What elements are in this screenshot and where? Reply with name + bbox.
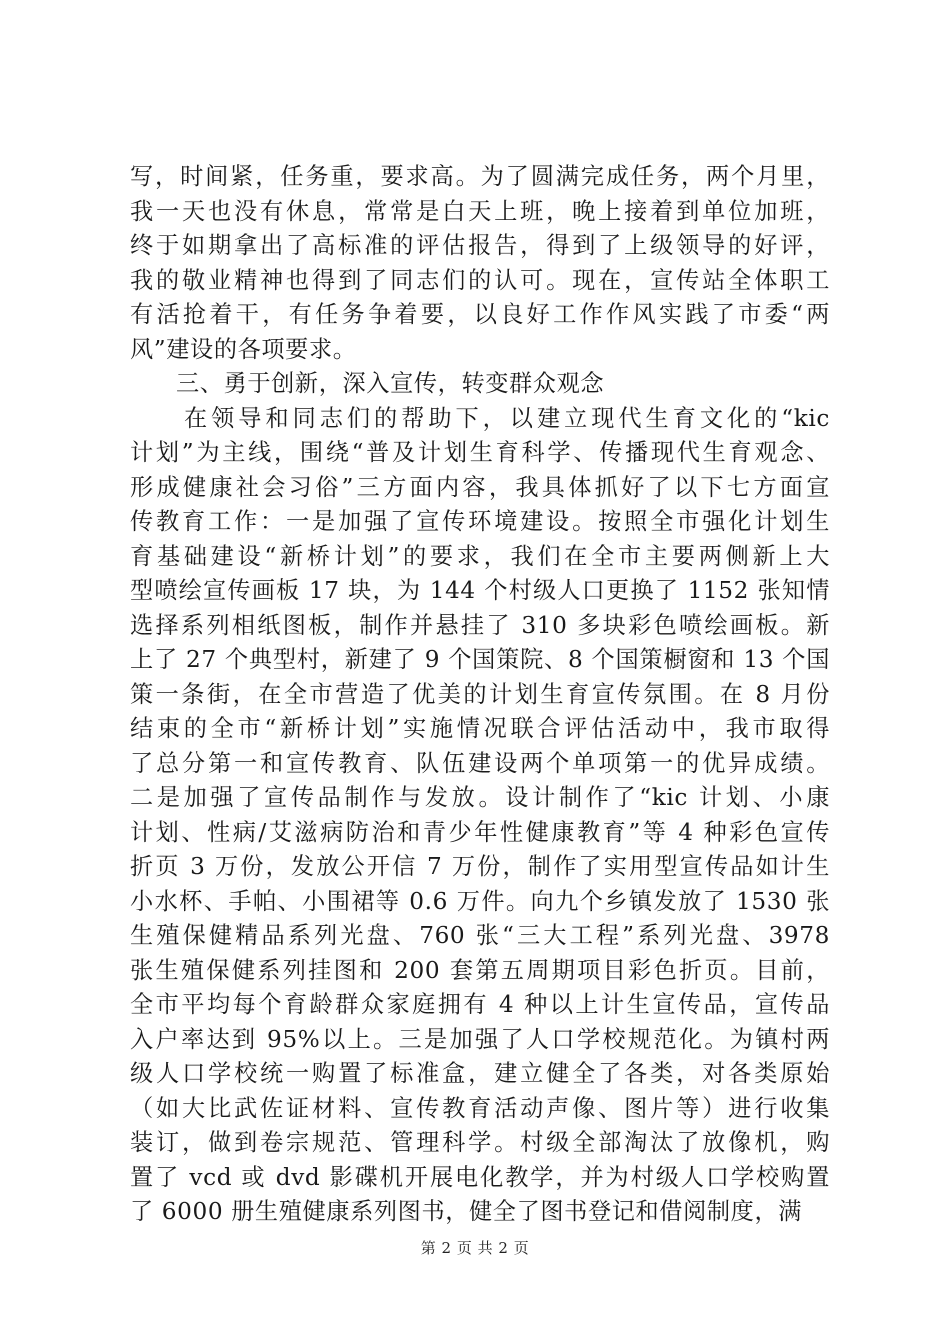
text-line: 入户率达到 95%以上。三是加强了人口学校规范化。为镇村两 <box>130 1025 830 1053</box>
paragraph-first-line: 在领导和同志们的帮助下，以建立现代生育文化的“kic <box>184 404 830 432</box>
text-line: 了总分第一和宣传教育、队伍建设两个单项第一的优异成绩。 <box>130 749 830 777</box>
text-line: 计划”为主线，围绕“普及计划生育科学、传播现代生育观念、 <box>130 439 830 466</box>
text-line: 了 6000 册生殖健康系列图书，健全了图书登记和借阅制度，满 <box>130 1198 803 1225</box>
text-line: 装订，做到卷宗规范、管理科学。村级全部淘汰了放像机，购 <box>130 1129 830 1156</box>
document-body <box>130 160 830 1230</box>
text-line: 形成健康社会习俗”三方面内容，我具体抓好了以下七方面宣 <box>130 473 830 501</box>
text-line: 有活抢着干，有任务争着要，以良好工作作风实践了市委“两 <box>130 301 830 328</box>
text-line: 小水杯、手帕、小围裙等 0.6 万件。向九个乡镇发放了 1530 张 <box>130 887 830 915</box>
text-line: 计划、性病/艾滋病防治和青少年性健康教育”等 4 种彩色宣传 <box>130 818 830 846</box>
text-line: 折页 3 万份，发放公开信 7 万份，制作了实用型宣传品如计生 <box>130 853 830 880</box>
text-line: 选择系列相纸图板，制作并悬挂了 310 多块彩色喷绘画板。新 <box>130 611 830 639</box>
text-line: 置了 vcd 或 dvd 影碟机开展电化教学，并为村级人口学校购置 <box>130 1163 830 1191</box>
text-line: （如大比武佐证材料、宣传教育活动声像、图片等）进行收集 <box>130 1094 830 1122</box>
text-line: 写，时间紧，任务重，要求高。为了圆满完成任务，两个月里， <box>130 163 830 190</box>
text-line: 终于如期拿出了高标准的评估报告，得到了上级领导的好评， <box>130 232 830 259</box>
text-line: 结束的全市“新桥计划”实施情况联合评估活动中，我市取得 <box>130 715 830 742</box>
text-line: 我的敬业精神也得到了同志们的认可。现在，宣传站全体职工 <box>130 266 830 294</box>
text-line: 风”建设的各项要求。 <box>130 335 357 363</box>
text-line: 我一天也没有休息，常常是白天上班，晚上接着到单位加班， <box>130 197 830 225</box>
page-number-footer: 第 2 页 共 2 页 <box>420 1239 530 1257</box>
section-heading: 三、勇于创新，深入宣传，转变群众观念 <box>176 370 605 397</box>
text-line: 级人口学校统一购置了标准盒，建立健全了各类，对各类原始 <box>130 1060 830 1087</box>
text-line: 全市平均每个育龄群众家庭拥有 4 种以上计生宣传品，宣传品 <box>130 991 830 1018</box>
text-line: 二是加强了宣传品制作与发放。设计制作了“kic 计划、小康 <box>130 784 830 811</box>
text-line: 传教育工作：一是加强了宣传环境建设。按照全市强化计划生 <box>130 508 830 535</box>
text-line: 型喷绘宣传画板 17 块，为 144 个村级人口更换了 1152 张知情 <box>130 577 830 604</box>
text-line: 生殖保健精品系列光盘、760 张“三大工程”系列光盘、3978 <box>130 922 830 949</box>
text-line: 上了 27 个典型村，新建了 9 个国策院、8 个国策橱窗和 13 个国 <box>130 646 830 673</box>
text-line: 育基础建设“新桥计划”的要求，我们在全市主要两侧新上大 <box>130 542 830 570</box>
text-line: 张生殖保健系列挂图和 200 套第五周期项目彩色折页。目前， <box>130 956 830 984</box>
text-line: 策一条街，在全市营造了优美的计划生育宣传氛围。在 8 月份 <box>130 680 830 708</box>
